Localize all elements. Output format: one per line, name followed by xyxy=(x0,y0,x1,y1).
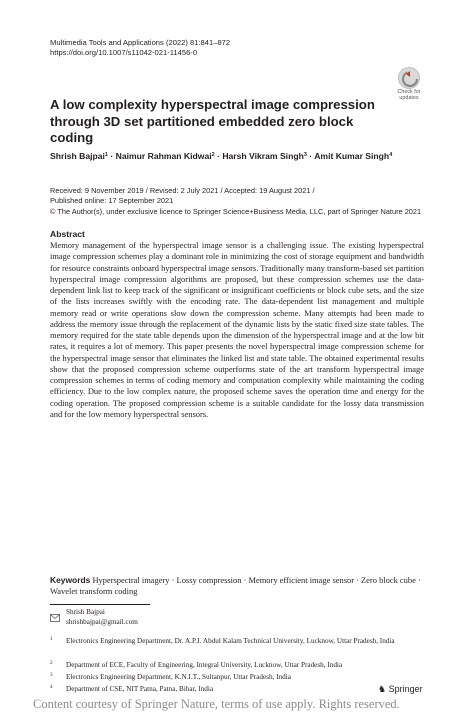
author-affiliation-ref: 1 xyxy=(104,152,108,158)
received-revised-accepted: Received: 9 November 2019 / Revised: 2 July 2021 / Accepted: 19 August 2021 / xyxy=(50,186,315,195)
affiliation-number: 2 xyxy=(50,660,53,666)
journal-citation: Multimedia Tools and Applications (2022) 81:841–872 xyxy=(50,38,231,47)
affiliation-number: 3 xyxy=(50,672,53,678)
springer-logo xyxy=(378,684,423,695)
author-affiliation-ref: 3 xyxy=(303,152,307,158)
author-separator: · xyxy=(214,151,223,161)
badge-label-2: updates xyxy=(399,95,419,101)
doi-link[interactable]: https://doi.org/10.1007/s11042-021-11456-0 xyxy=(50,48,198,57)
copyright-notice: © The Author(s), under exclusive licence to Springer Science+Business Media, LLC, part of Springer Nature 2021 xyxy=(50,206,422,216)
footnote-divider xyxy=(50,604,150,605)
author-list xyxy=(50,150,392,162)
affiliation-text: Department of ECE, Faculty of Engineering, Integral University, Lucknow, Uttar Pradesh, India xyxy=(66,661,343,669)
check-for-updates-badge[interactable] xyxy=(392,67,426,101)
affiliation-number: 1 xyxy=(50,636,53,642)
published-online: Published online: 17 September 2021 xyxy=(50,196,174,206)
paper-title: A low complexity hyperspectral image compression through 3D set partitioned embedded zero block coding xyxy=(50,97,375,145)
author-separator: · xyxy=(107,151,116,161)
envelope-icon xyxy=(50,609,60,627)
corresponding-author: Shrish Bajpai xyxy=(66,608,105,616)
author-separator: · xyxy=(306,151,315,161)
affiliation-text: Electronics Engineering Department, Dr. A.P.J. Abdul Kalam Technical University, Lucknow, Uttar Pradesh, India xyxy=(66,637,395,645)
author-name[interactable]: Harsh Vikram Singh xyxy=(222,151,304,161)
springer-horse-icon: ♞ xyxy=(378,684,387,694)
keywords-label: Keywords xyxy=(50,575,91,585)
author-affiliation-ref: 2 xyxy=(211,152,215,158)
keywords-list: Hyperspectral imagery · Lossy compression · Memory efficient image sensor · Zero block cube · Wavelet transform coding xyxy=(50,575,421,597)
publisher-name: Springer xyxy=(388,684,423,694)
courtesy-watermark: Content courtesy of Springer Nature, terms of use apply. Rights reserved. xyxy=(33,697,400,711)
author-name[interactable]: Naimur Rahman Kidwai xyxy=(115,151,212,161)
publication-history xyxy=(50,186,421,217)
correspondence xyxy=(66,608,138,627)
author-affiliation-ref: 4 xyxy=(389,152,393,158)
affiliation-text: Department of CSE, NIT Patna, Patna, Bihar, India xyxy=(66,685,214,693)
author-name[interactable]: Amit Kumar Singh xyxy=(314,151,390,161)
affiliation-text: Electronics Engineering Department, K.N.I.T., Sultanpur, Uttar Pradesh, India xyxy=(66,673,291,681)
author-name[interactable]: Shrish Bajpai xyxy=(50,151,105,161)
abstract-heading: Abstract xyxy=(50,229,85,239)
badge-label-1: Check for xyxy=(397,89,421,95)
affiliation-number: 4 xyxy=(50,684,53,690)
abstract-text: Memory management of the hyperspectral image sensor is a challenging issue. The existing hyperspectral image compression schemes play a dominant role in minimizing the cost of storage equipment and bandwidth for resource constraints onboard hyperspectral image sensors. Traditionally many transform-based set partition hyperspectral image compression algorithms are proposed, but these compression schemes use the data-dependent link list to keep track of the significant or insignificant coefficients or block cube sets, and the size of the lists increases swiftly with the encoding rate. The data-dependent list management and multiple memory read or write operations slow down the compression scheme. Many attempts had been made to address the memory issue through the replacement of the dynamic lists by the static fixed size state tables. The memory required for the state table depends upon the dimension of the hyperspectral image and at the low bit rates, it requires a lot of memory. This paper presents the novel hyperspectral image compression scheme for the hyperspectral image sensor that eliminates the linked list and state table. The obtained experimental results show that the proposed compression scheme outperforms state of the art transform hyperspectral image compression schemes in terms of coding memory and computation complexity while maintaining the coding efficiency. Due to the low complex nature, the proposed scheme saves the operation time and energy for the coding operation. The proposed compression scheme is a suitable candidate for the lossy data transmission and for the low memory hyperspectral sensors. xyxy=(50,240,424,419)
corresponding-email[interactable]: shrishbajpai@gmail.com xyxy=(66,617,138,626)
check-updates-icon xyxy=(398,67,420,89)
journal-header xyxy=(50,38,230,58)
keywords xyxy=(50,575,424,598)
